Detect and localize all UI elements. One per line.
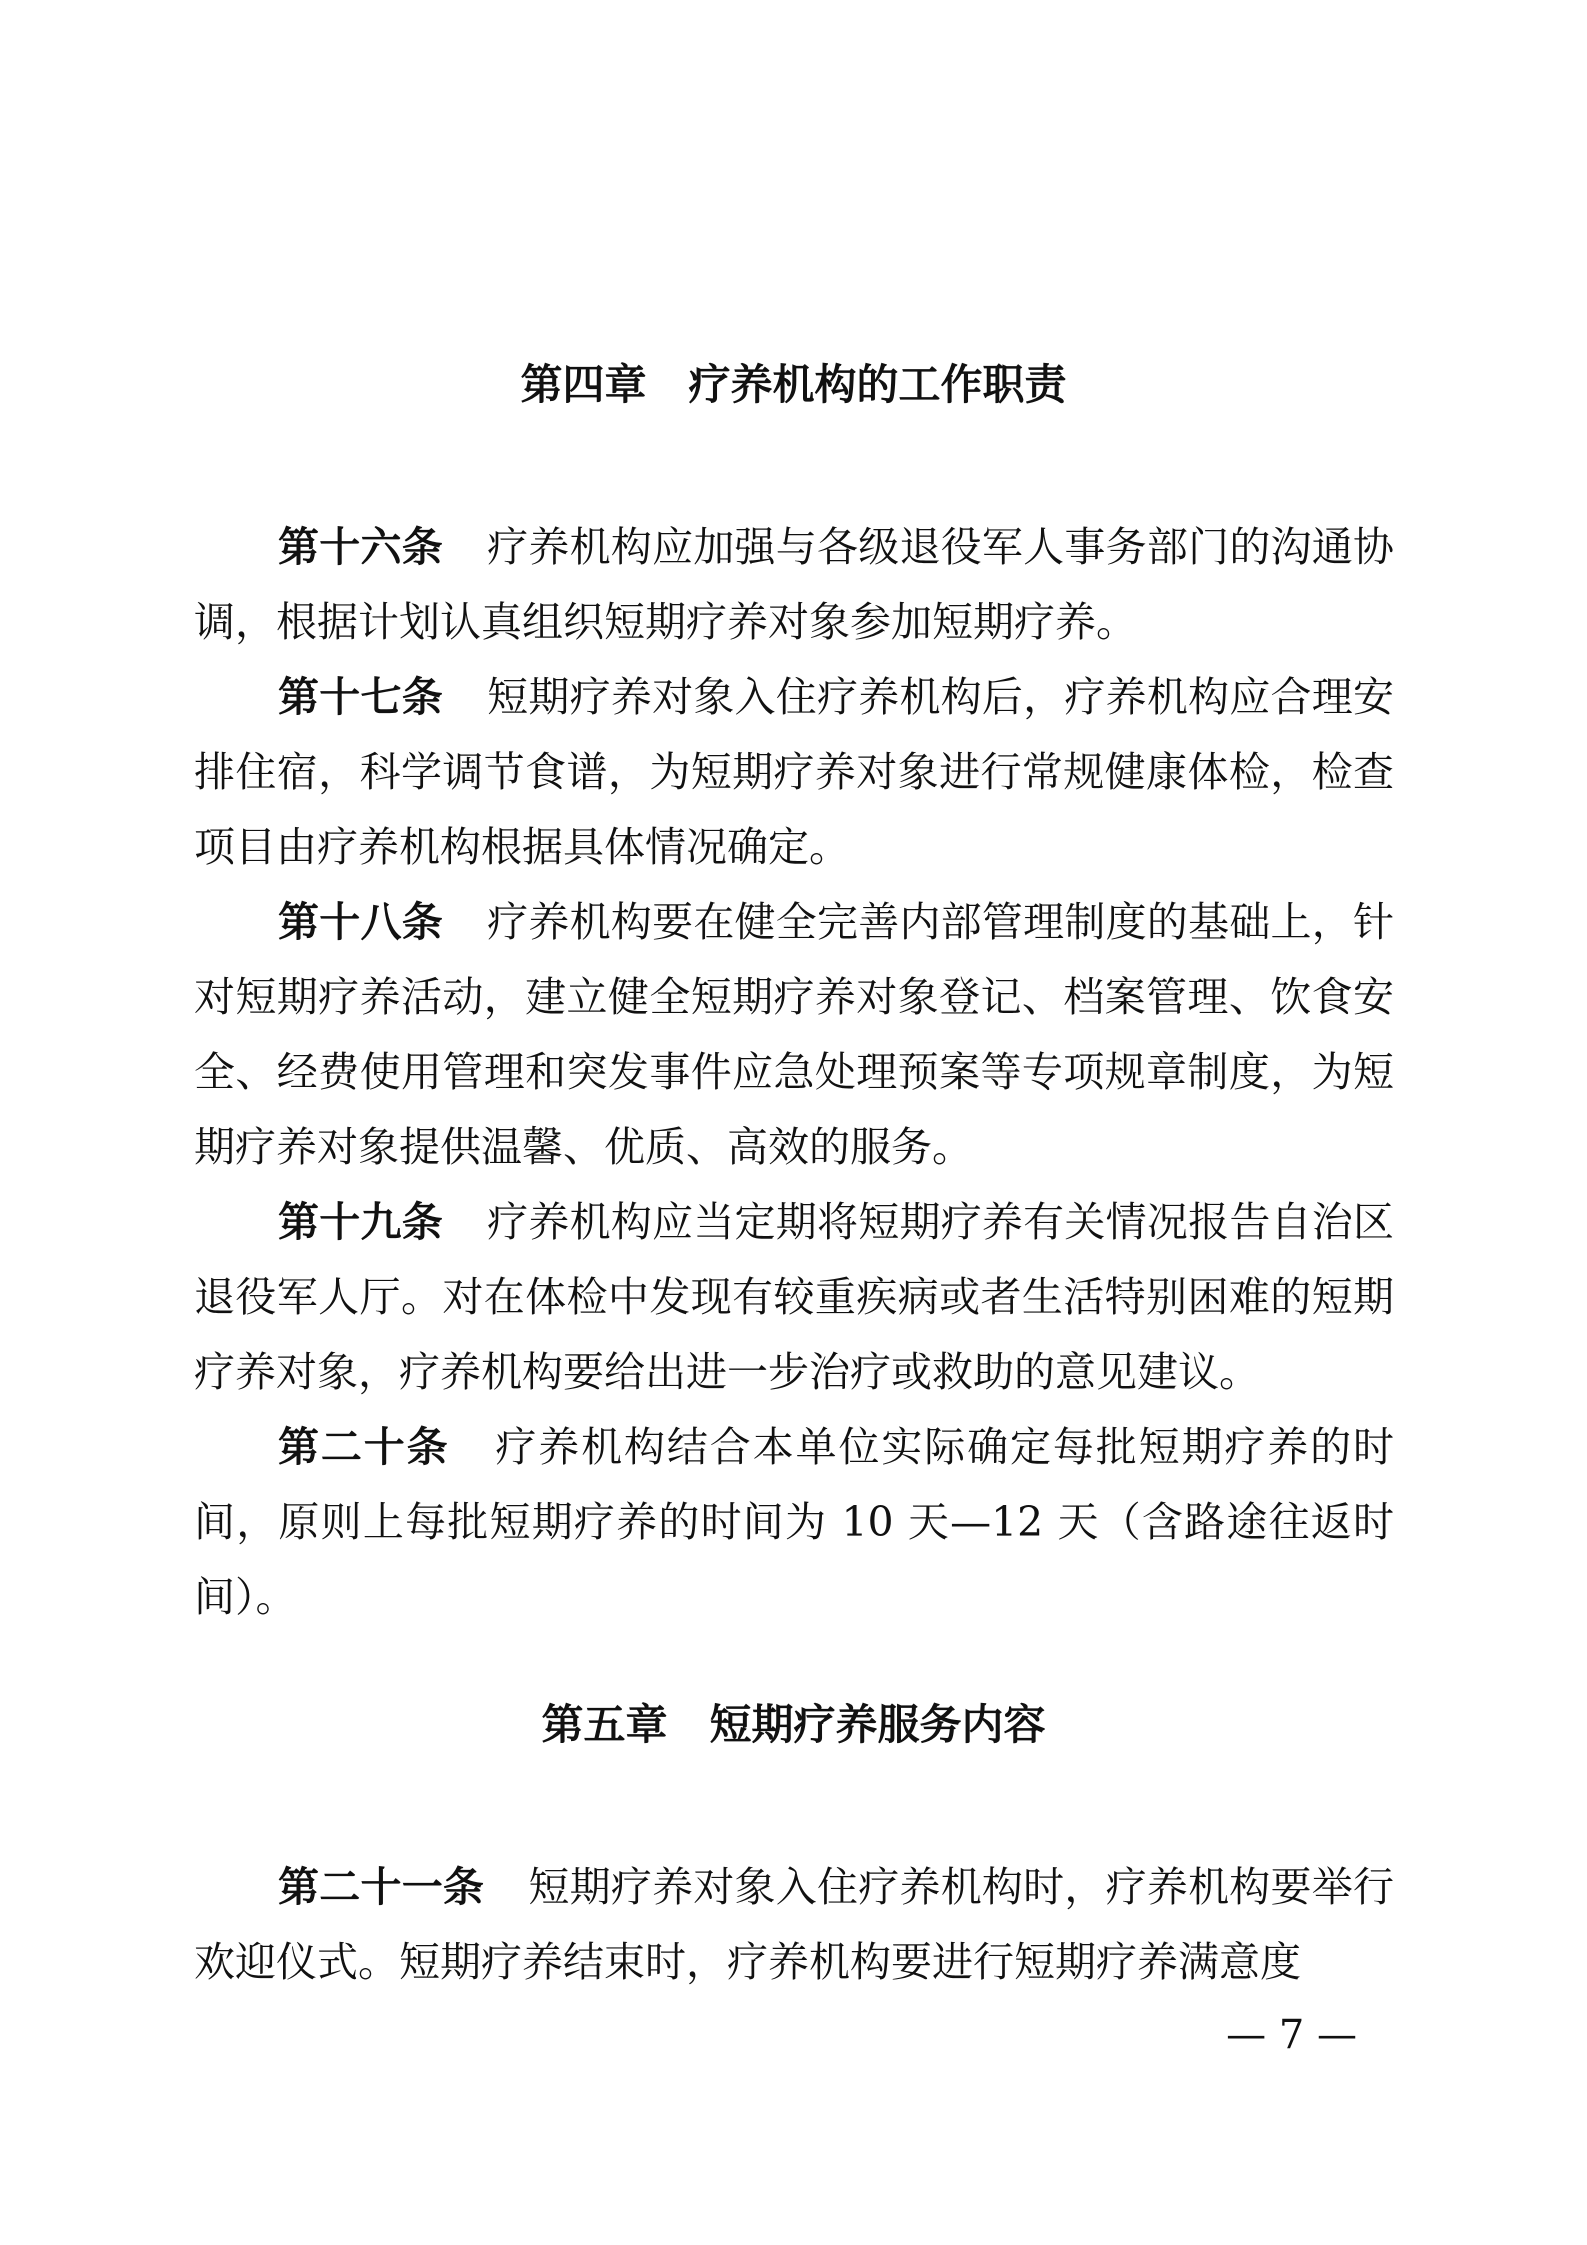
article-21-text: 短期疗养对象入住疗养机构时，疗养机构要举行欢迎仪式。短期疗养结束时，疗养机构要进行短期疗养满意度 bbox=[194, 1863, 1395, 1986]
article-19-text: 疗养机构应当定期将短期疗养有关情况报告自治区退役军人厅。对在体检中发现有较重疾病或者生活特别困难的短期疗养对象，疗养机构要给出进一步治疗或救助的意见建议。 bbox=[194, 1198, 1395, 1396]
page-number: — 7 — bbox=[1226, 2012, 1357, 2058]
article-21-label: 第二十一条 bbox=[278, 1863, 485, 1911]
article-16 bbox=[194, 510, 1394, 660]
article-17 bbox=[194, 660, 1394, 885]
article-17-text: 短期疗养对象入住疗养机构后，疗养机构应合理安排住宿，科学调节食谱，为短期疗养对象进行常规健康体检，检查项目由疗养机构根据具体情况确定。 bbox=[194, 673, 1395, 871]
article-18 bbox=[194, 885, 1394, 1185]
article-20-label: 第二十条 bbox=[278, 1423, 450, 1471]
article-20 bbox=[194, 1410, 1394, 1635]
article-21 bbox=[194, 1850, 1394, 2000]
chapter-5-title: 第五章 短期疗养服务内容 bbox=[541, 1700, 1046, 1749]
chapter-4-title: 第四章 疗养机构的工作职责 bbox=[520, 360, 1067, 409]
article-18-label: 第十八条 bbox=[278, 898, 443, 946]
article-16-text: 疗养机构应加强与各级退役军人事务部门的沟通协调，根据计划认真组织短期疗养对象参加短期疗养。 bbox=[194, 523, 1395, 646]
article-19-label: 第十九条 bbox=[278, 1198, 443, 1246]
article-17-label: 第十七条 bbox=[278, 673, 443, 721]
article-19 bbox=[194, 1185, 1394, 1410]
article-16-label: 第十六条 bbox=[278, 523, 443, 571]
article-18-text: 疗养机构要在健全完善内部管理制度的基础上，针对短期疗养活动，建立健全短期疗养对象登记、档案管理、饮食安全、经费使用管理和突发事件应急处理预案等专项规章制度，为短期疗养对象提供温馨、优质、高效的服务。 bbox=[194, 898, 1395, 1171]
article-20-text: 疗养机构结合本单位实际确定每批短期疗养的时间，原则上每批短期疗养的时间为 10 天—12 天（含路途往返时间）。 bbox=[194, 1423, 1395, 1621]
